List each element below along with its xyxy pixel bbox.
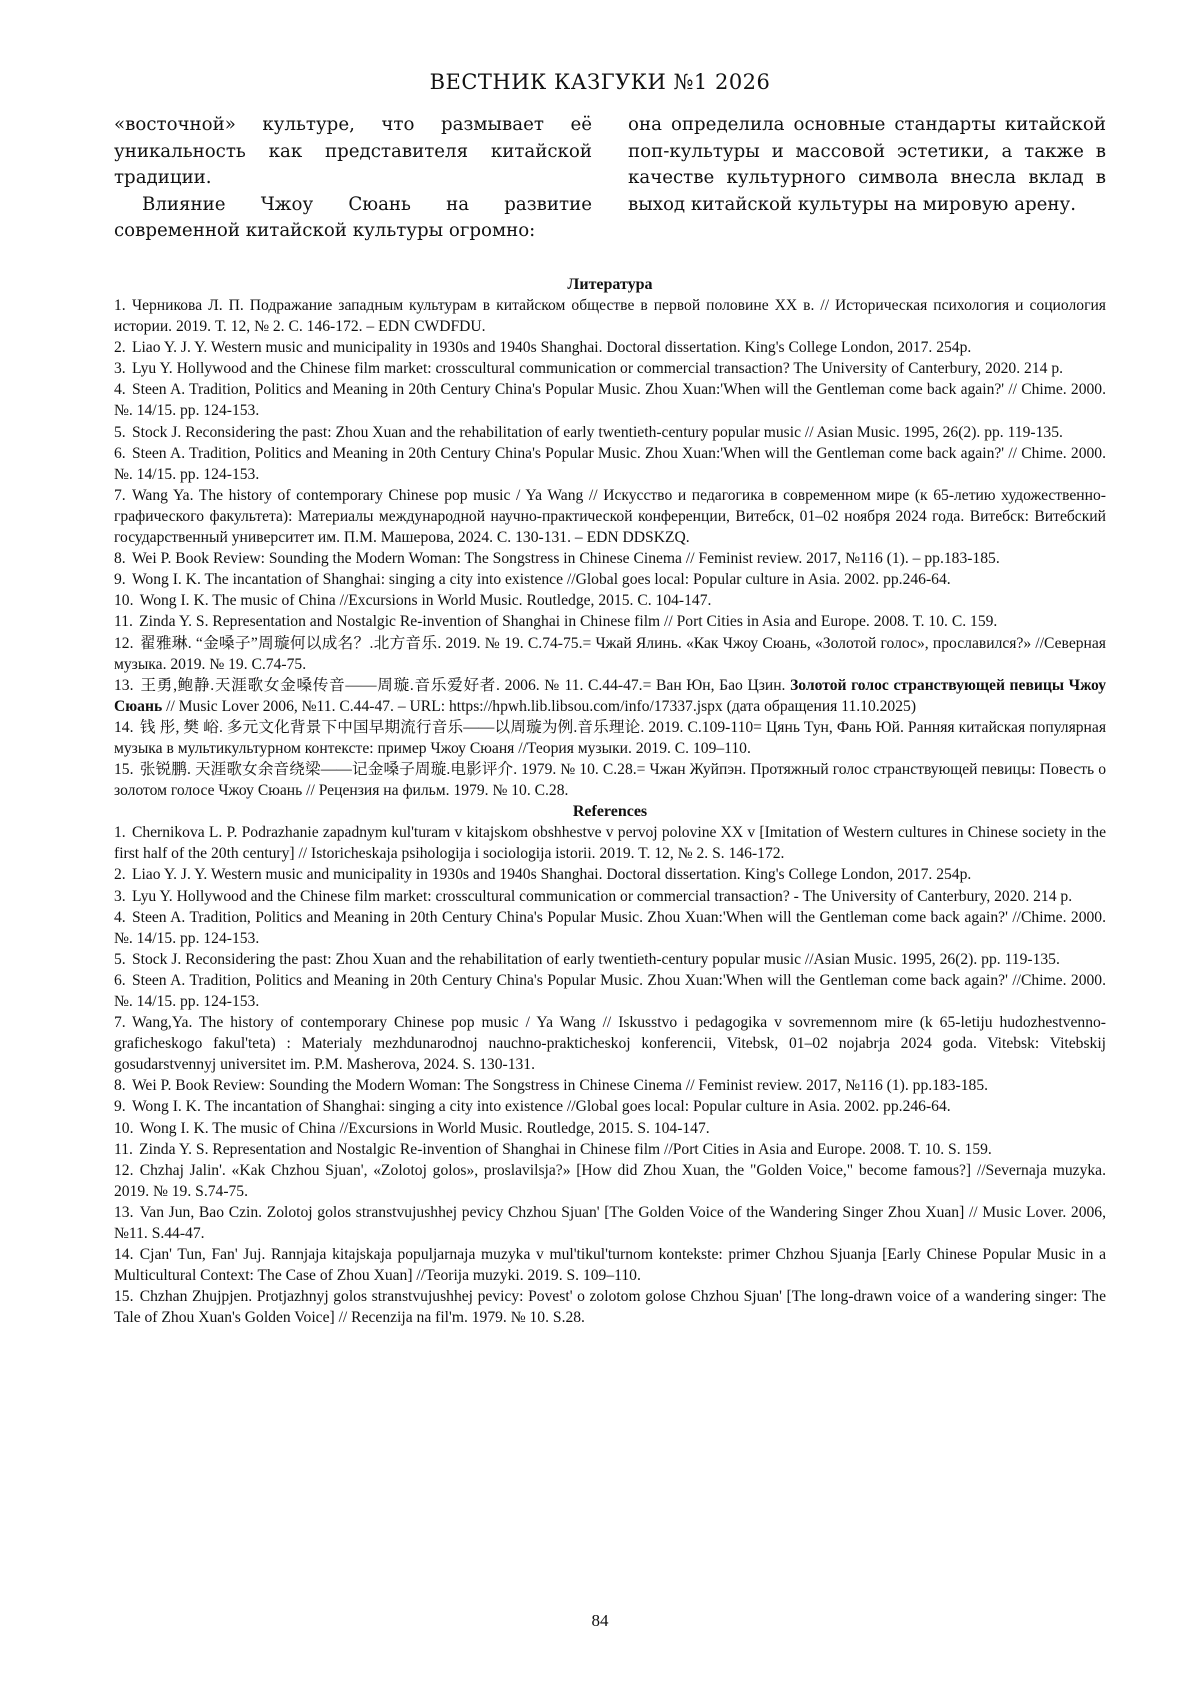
body-paragraph: она определила основные стандарты китайской поп-культуры и массовой эстетики, а также в качестве культурного символа внесла вклад в выход китайской культуры на мировую арену. [628,114,1106,215]
item-text: Wei P. Book Review: Sounding the Modern Woman: The Songstress in Chinese Cinema // Feminist review. 2017, №116 (1). – pp.183-185. [131,550,1000,568]
list-item [114,422,1106,443]
list-item [114,443,1106,485]
item-number: 4. [114,908,126,926]
list-item [114,569,1106,590]
item-number: 1. [114,824,126,842]
item-number: 9. [114,571,126,589]
list-item [114,1096,1106,1117]
item-text: Wong I. K. The incantation of Shanghai: singing a city into existence //Global goes local: Popular culture in Asia. 2002. pp.246-64. [131,571,951,589]
list-item [114,611,1106,632]
body-paragraph: «восточной» культуре, что размывает её уникальность как представителя китайской традиции. [114,114,592,188]
references-list [114,822,1106,1328]
item-text: Lyu Y. Hollywood and the Chinese film market: crosscultural communication or commercial transaction? - The University of Canterbury, 2020. 214 p. [131,887,1073,905]
item-text: Wong I. K. The music of China //Excursions in World Music. Routledge, 2015. S. 104-147. [139,1119,710,1137]
item-number: 5. [114,423,126,441]
list-item [114,379,1106,421]
item-number: 1. [114,297,126,314]
item-number: 15. [114,1288,134,1306]
item-text: Liao Y. J. Y. Western music and municipality in 1930s and 1940s Shanghai. Doctoral dissertation. King's College London, 2017. 254p. [131,866,972,884]
item-number: 2. [114,866,126,884]
item-text: Liao Y. J. Y. Western music and municipality in 1930s and 1940s Shanghai. Doctoral dissertation. King's College London, 2017. 254p. [131,339,972,357]
list-item [114,633,1106,675]
list-item [114,759,1106,801]
item-number: 10. [114,592,134,610]
item-number: 14. [114,718,134,736]
item-number: 11. [114,1140,133,1158]
literature-heading: Литература [567,276,653,293]
item-number: 8. [114,1077,126,1095]
item-text: Wong I. K. The music of China //Excursions in World Music. Routledge, 2015. С. 104-147. [139,592,712,610]
item-number: 7. [114,486,126,504]
item-text: 张锐鹏. 天涯歌女余音绕梁——记金嗓子周璇.电影评介. 1979. № 10. С.28.= Чжан Жуйпэн. Протяжный голос странствующей певицы: Повесть о золотом голосе Чжоу Сюань // Рецензия на фильм. 1979. № 10. С.28. [114,761,1106,800]
item-text: Steen A. Tradition, Politics and Meaning in 20th Century China's Popular Music. Zhou Xuan:'When will the Gentleman come back again?' //Chime. 2000. №. 14/15. pp. 124-153. [114,971,1106,1010]
bibliography [114,274,1106,1329]
item-number: 15. [114,761,134,779]
list-item [114,337,1106,358]
item-number: 11. [114,613,133,631]
list-item [114,548,1106,569]
item-number: 13. [114,1203,134,1221]
item-number: 14. [114,1246,134,1264]
item-text: 王勇,鲍静.天涯歌女金嗓传音——周璇.音乐爱好者. 2006. № 11. С.44-47.= Ван Юн, Бао Цзин. [139,676,791,694]
item-number: 6. [114,444,126,462]
item-text: Van Jun, Bao Czin. Zolotoj golos stranstvujushhej pevicy Chzhou Sjuan' [The Golden Voice of the Wandering Singer Zhou Xuan] // Music Lover. 2006, №11. S.44-47. [114,1203,1106,1243]
right-column [628,112,1106,245]
item-text: Stock J. Reconsidering the past: Zhou Xuan and the rehabilitation of early twentieth-century popular music // Asian Music. 1995, 26(2). pp. 119-135. [131,423,1063,441]
list-item [114,1075,1106,1096]
item-text: Steen A. Tradition, Politics and Meaning in 20th Century China's Popular Music. Zhou Xuan:'When will the Gentleman come back again?' // Chime. 2000. №. 14/15. pp. 124-153. [114,381,1106,420]
item-number: 3. [114,360,126,378]
item-number: 7. [114,1014,126,1032]
item-number: 12. [114,634,134,652]
body-columns [114,112,1106,245]
list-item [114,1202,1106,1244]
item-number: 8. [114,550,126,568]
list-item [114,886,1106,907]
journal-header: ВЕСТНИК КАЗГУКИ №1 2026 [429,70,771,94]
item-text: 翟雅琳. “金嗓子”周璇何以成名？.北方音乐. 2019. № 19. С.74-75.= Чжай Ялинь. «Как Чжоу Сюань, «Золотой голос», прославился?» //Северная музыка. 2019. № 19. С.74-75. [114,634,1106,673]
list-item [114,1139,1106,1160]
item-text: Wei P. Book Review: Sounding the Modern Woman: The Songstress in Chinese Cinema // Feminist review. 2017, №116 (1). pp.183-185. [131,1077,989,1095]
item-text: // Music Lover 2006, №11. С.44-47. – URL: https://hpwh.lib.libsou.com/info/17337.jspx (дата обращения 11.10.2025) [162,697,917,715]
item-number: 4. [114,381,126,399]
item-text: Chzhan Zhujpjen. Protjazhnyj golos stranstvujushhej pevicy: Povest' o zolotom golose Chzhou Sjuan' [The long-drawn voice of a wandering singer: The Tale of Zhou Xuan's Golden Voice] // Recenzija na fil'm. 1979. № 10. S.28. [114,1288,1106,1327]
item-text: Zinda Y. S. Representation and Nostalgic Re-invention of Shanghai in Chinese film // Port Cities in Asia and Europe. 2008. Т. 10. С. 159. [139,613,998,631]
list-item [114,949,1106,970]
list-item [114,864,1106,885]
item-number: 12. [114,1161,134,1179]
item-number: 5. [114,950,126,968]
list-item [114,1286,1106,1328]
list-item [114,590,1106,611]
item-text: Wang Ya. The history of contemporary Chinese pop music / Ya Wang // Искусство и педагогика в современном мире (к 65-летию художественно-графического факультета): Материалы международной научно-практической конференции, Витебск, 01–02 ноября 2024 года. Витебск: Витебский государственный университет им. П.М. Машерова, 2024. С. 130-131. – EDN DDSKZQ. [114,486,1106,547]
item-text: Stock J. Reconsidering the past: Zhou Xuan and the rehabilitation of early twentieth-century popular music //Asian Music. 1995, 26(2). pp. 119-135. [131,950,1060,968]
item-number: 13. [114,676,134,694]
item-text: Zinda Y. S. Representation and Nostalgic Re-invention of Shanghai in Chinese film //Port Cities in Asia and Europe. 2008. T. 10. S. 159. [139,1140,992,1158]
references-heading: References [572,803,648,821]
left-column [114,112,592,245]
item-text: Wong I. K. The incantation of Shanghai: singing a city into existence //Global goes local: Popular culture in Asia. 2002. pp.246-64. [131,1098,951,1116]
list-item [114,907,1106,949]
item-text: 钱 彤, 樊 峪. 多元文化背景下中国早期流行音乐——以周璇为例.音乐理论. 2019. С.109-110= Цянь Тун, Фань Юй. Ранняя китайская популярная музыка в мультикультурном контексте: пример Чжоу Сюаня //Теория музыки. 2019. С. 109–110. [114,718,1106,757]
item-text: Cjan' Tun, Fan' Juj. Rannjaja kitajskaja populjarnaja muzyka v mul'tikul'turnom kontekste: primer Chzhou Sjuanja [Early Chinese Popular Music in a Multicultural Context: The Case of Zhou Xuan] //Teorija muzyki. 2019. S. 109–110. [114,1246,1106,1285]
list-item [114,1118,1106,1139]
item-text: Steen A. Tradition, Politics and Meaning in 20th Century China's Popular Music. Zhou Xuan:'When will the Gentleman come back again?' // Chime. 2000. №. 14/15. pp. 124-153. [114,444,1106,483]
list-item [114,358,1106,379]
item-number: 3. [114,887,126,905]
list-item [114,1244,1106,1286]
item-text: Chernikova L. P. Podrazhanie zapadnym kul'turam v kitajskom obshhestve v pervoj polovine XX v [Imitation of Western cultures in Chinese society in the first half of the 20th century] // Istoricheskaja psihologija i sociologija istorii. 2019. T. 12, № 2. S. 146-172. [114,824,1106,863]
body-paragraph: Влияние Чжоу Сюань на развитие современной китайской культуры огромно: [114,193,592,241]
item-number: 9. [114,1098,126,1116]
item-bold-title: Золотой голос странствующей певицы Чжоу Сюань [114,676,1106,715]
literature-list [114,295,1106,801]
item-text: Lyu Y. Hollywood and the Chinese film market: crosscultural communication or commercial transaction? The University of Canterbury, 2020. 214 p. [131,360,1064,378]
page-number: 84 [591,1611,609,1630]
item-number: 6. [114,971,126,989]
list-item [114,295,1106,337]
item-text: Wang,Ya. The history of contemporary Chinese pop music / Ya Wang // Iskusstvo i pedagogika v sovremennom mire (k 65-letiju hudozhestvenno-graficheskogo fakul'teta) : Materialy mezhdunarodnoj nauchno-prakticheskoj konferencii, Vitebsk, 01–02 nojabrja 2024 goda. Vitebsk: Vitebskij gosudarstvennyj universitet im. P.M. Masherova, 2024. S. 130-131. [114,1014,1106,1074]
list-item [114,717,1106,759]
list-item [114,970,1106,1012]
item-number: 2. [114,339,126,357]
list-item [114,1012,1106,1075]
list-item [114,1160,1106,1202]
list-item [114,675,1106,717]
item-text: Черникова Л. П. Подражание западным культурам в китайском обществе в первой половине XX в. // Историческая психология и социология истории. 2019. Т. 12, № 2. С. 146-172. – EDN CWDFDU. [114,297,1106,336]
item-text: Steen A. Tradition, Politics and Meaning in 20th Century China's Popular Music. Zhou Xuan:'When will the Gentleman come back again?' //Chime. 2000. №. 14/15. pp. 124-153. [114,908,1106,947]
list-item [114,485,1106,548]
item-text: Chzhaj Jalin'. «Kak Chzhou Sjuan', «Zolotoj golos», proslavilsja?» [How did Zhou Xuan, the "Golden Voice," become famous?] //Severnaja muzyka. 2019. № 19. S.74-75. [114,1161,1106,1200]
item-number: 10. [114,1119,134,1137]
list-item [114,822,1106,864]
